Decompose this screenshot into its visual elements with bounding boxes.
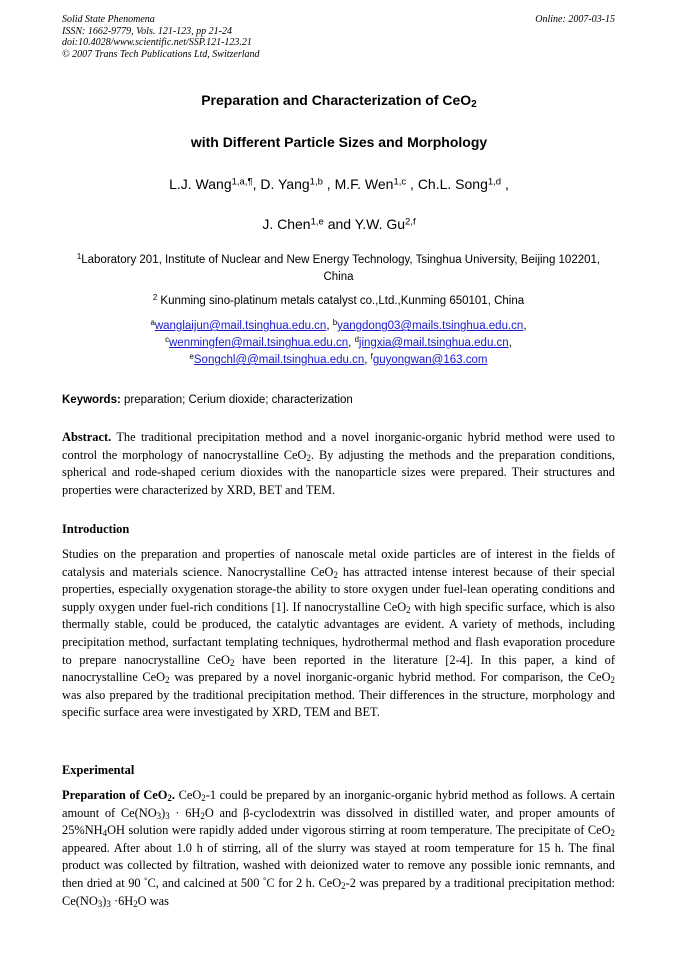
paper-title-line1: Preparation and Characterization of CeO$_2$ [201, 92, 477, 111]
email-c-link[interactable]: wenmingfen@mail.tsinghua.edu.cn [169, 337, 349, 349]
doi: doi:10.4028/www.scientific.net/SSP.121-123.21 [62, 37, 252, 48]
journal-name: Solid State Phenomena [62, 14, 155, 25]
experimental-text: Preparation of CeO$_2$. CeO$_2$-1 could be prepared by an inorganic-organic hybrid method as follows. A certain amount of $Ce(NO_3)_3 \cdot 6H_2O$ and β-cyclodextrin was dissolved in distilled water, and proper amounts of $25\%NH_4OH$ solution were rapidly added under vigorous stirring at room temperature. The precipitate of CeO$_2$ appeared. After about 1.0 h of stirring, all of the slurry was stayed at room temperature for 15 h. The final product was collected by filtration, washed with deionized water to remove any possible ionic remnants, and then dried at 90 °C, and calcined at 500 °C for 2 h. CeO$_2$-2 was prepared by a traditional precipitation method: $Ce(NO_3)_3 \cdot 6H_2O$ was [62, 788, 616, 909]
introduction-heading: Introduction [62, 522, 130, 536]
preparation-subheading: Preparation of CeO$_2$. [62, 788, 175, 803]
introduction-text: Studies on the preparation and properties of nanoscale metal oxide particles are of interest in the fields of catalysis and materials science. Nanocrystalline CeO$_2$ has attracted intense interest because of their special properties, especially oxygenation storage-the ability to store oxygen under fuel-lean operating conditions and supply oxygen under fuel-rich conditions [1]. If nanocrystalline CeO$_2$ with high specific surface, which is also thermally stable, could be produced, the catalytic advantages are evident. A variety of methods, including precipitation method, surfactant templating techniques, hydrothermal method and flash evaporation procedure to prepare nanocrystalline CeO$_2$ have been reported in the literature [2-4]. In this paper, a kind of nanocrystalline CeO$_2$ was prepared by a novel inorganic-organic hybrid method. For comparison, the CeO$_2$ was also prepared by the traditional precipitation method. Their differences in the structure, morphology and specific surface area were investigated by XRD, TEM and BET. [62, 547, 616, 720]
email-d-link[interactable]: jingxia@mail.tsinghua.edu.cn [358, 337, 509, 349]
keywords: Keywords: preparation; Cerium dioxide; characterization [62, 394, 353, 406]
online-date: Online: 2007-03-15 [535, 14, 615, 25]
paper-title-line2: with Different Particle Sizes and Morphology [190, 134, 488, 150]
copyright: © 2007 Trans Tech Publications Ltd, Switzerland [62, 48, 260, 60]
affiliation-1: $^1$Laboratory 201, Institute of Nuclear and New Energy Technology, Tsinghua University, Beijing 102201, China [76, 252, 601, 283]
authors-line2: J. Chen$^{1,e}$ and Y.W. Gu$^{2,f}$ [262, 216, 416, 232]
author-emails: $^a$wanglaijun@mail.tsinghua.edu.cn, $^b$yangdong03@mails.tsinghua.edu.cn, $^c$wenmingfen@mail.tsinghua.edu.cn, $^d$jingxia@mail.tsinghua.edu.cn, $^e$Songchl@@mail.tsinghua.edu.cn, $^f$guyongwan@163.com [150, 318, 527, 366]
abstract: Abstract. The traditional precipitation method and a novel inorganic-organic hybrid method were used to control the morphology of nanocrystalline CeO$_2$. By adjusting the methods and the preparation conditions, spherical and rode-shaped cerium dioxides with the nanoparticle sizes were prepared. Their structures and properties were characterized by XRD, BET and TEM. [62, 430, 616, 497]
email-f-link[interactable]: guyongwan@163.com [372, 354, 488, 366]
email-e-link[interactable]: Songchl@@mail.tsinghua.edu.cn [193, 354, 365, 366]
experimental-heading: Experimental [62, 763, 135, 777]
authors-line1: L.J. Wang$^{1,a,\P}$, D. Yang$^{1,b}$ , M.F. Wen$^{1,c}$ , Ch.L. Song$^{1,d}$ , [169, 176, 509, 192]
issn: ISSN: 1662-9779, Vols. 121-123, pp 21-24 [62, 25, 232, 37]
email-a-link[interactable]: wanglaijun@mail.tsinghua.edu.cn [154, 320, 327, 332]
email-b-link[interactable]: yangdong03@mails.tsinghua.edu.cn [337, 320, 524, 332]
affiliation-2: $^2$ Kunming sino-platinum metals catalyst co.,Ltd.,Kunming 650101, China [152, 293, 525, 307]
journal-header [62, 14, 615, 60]
